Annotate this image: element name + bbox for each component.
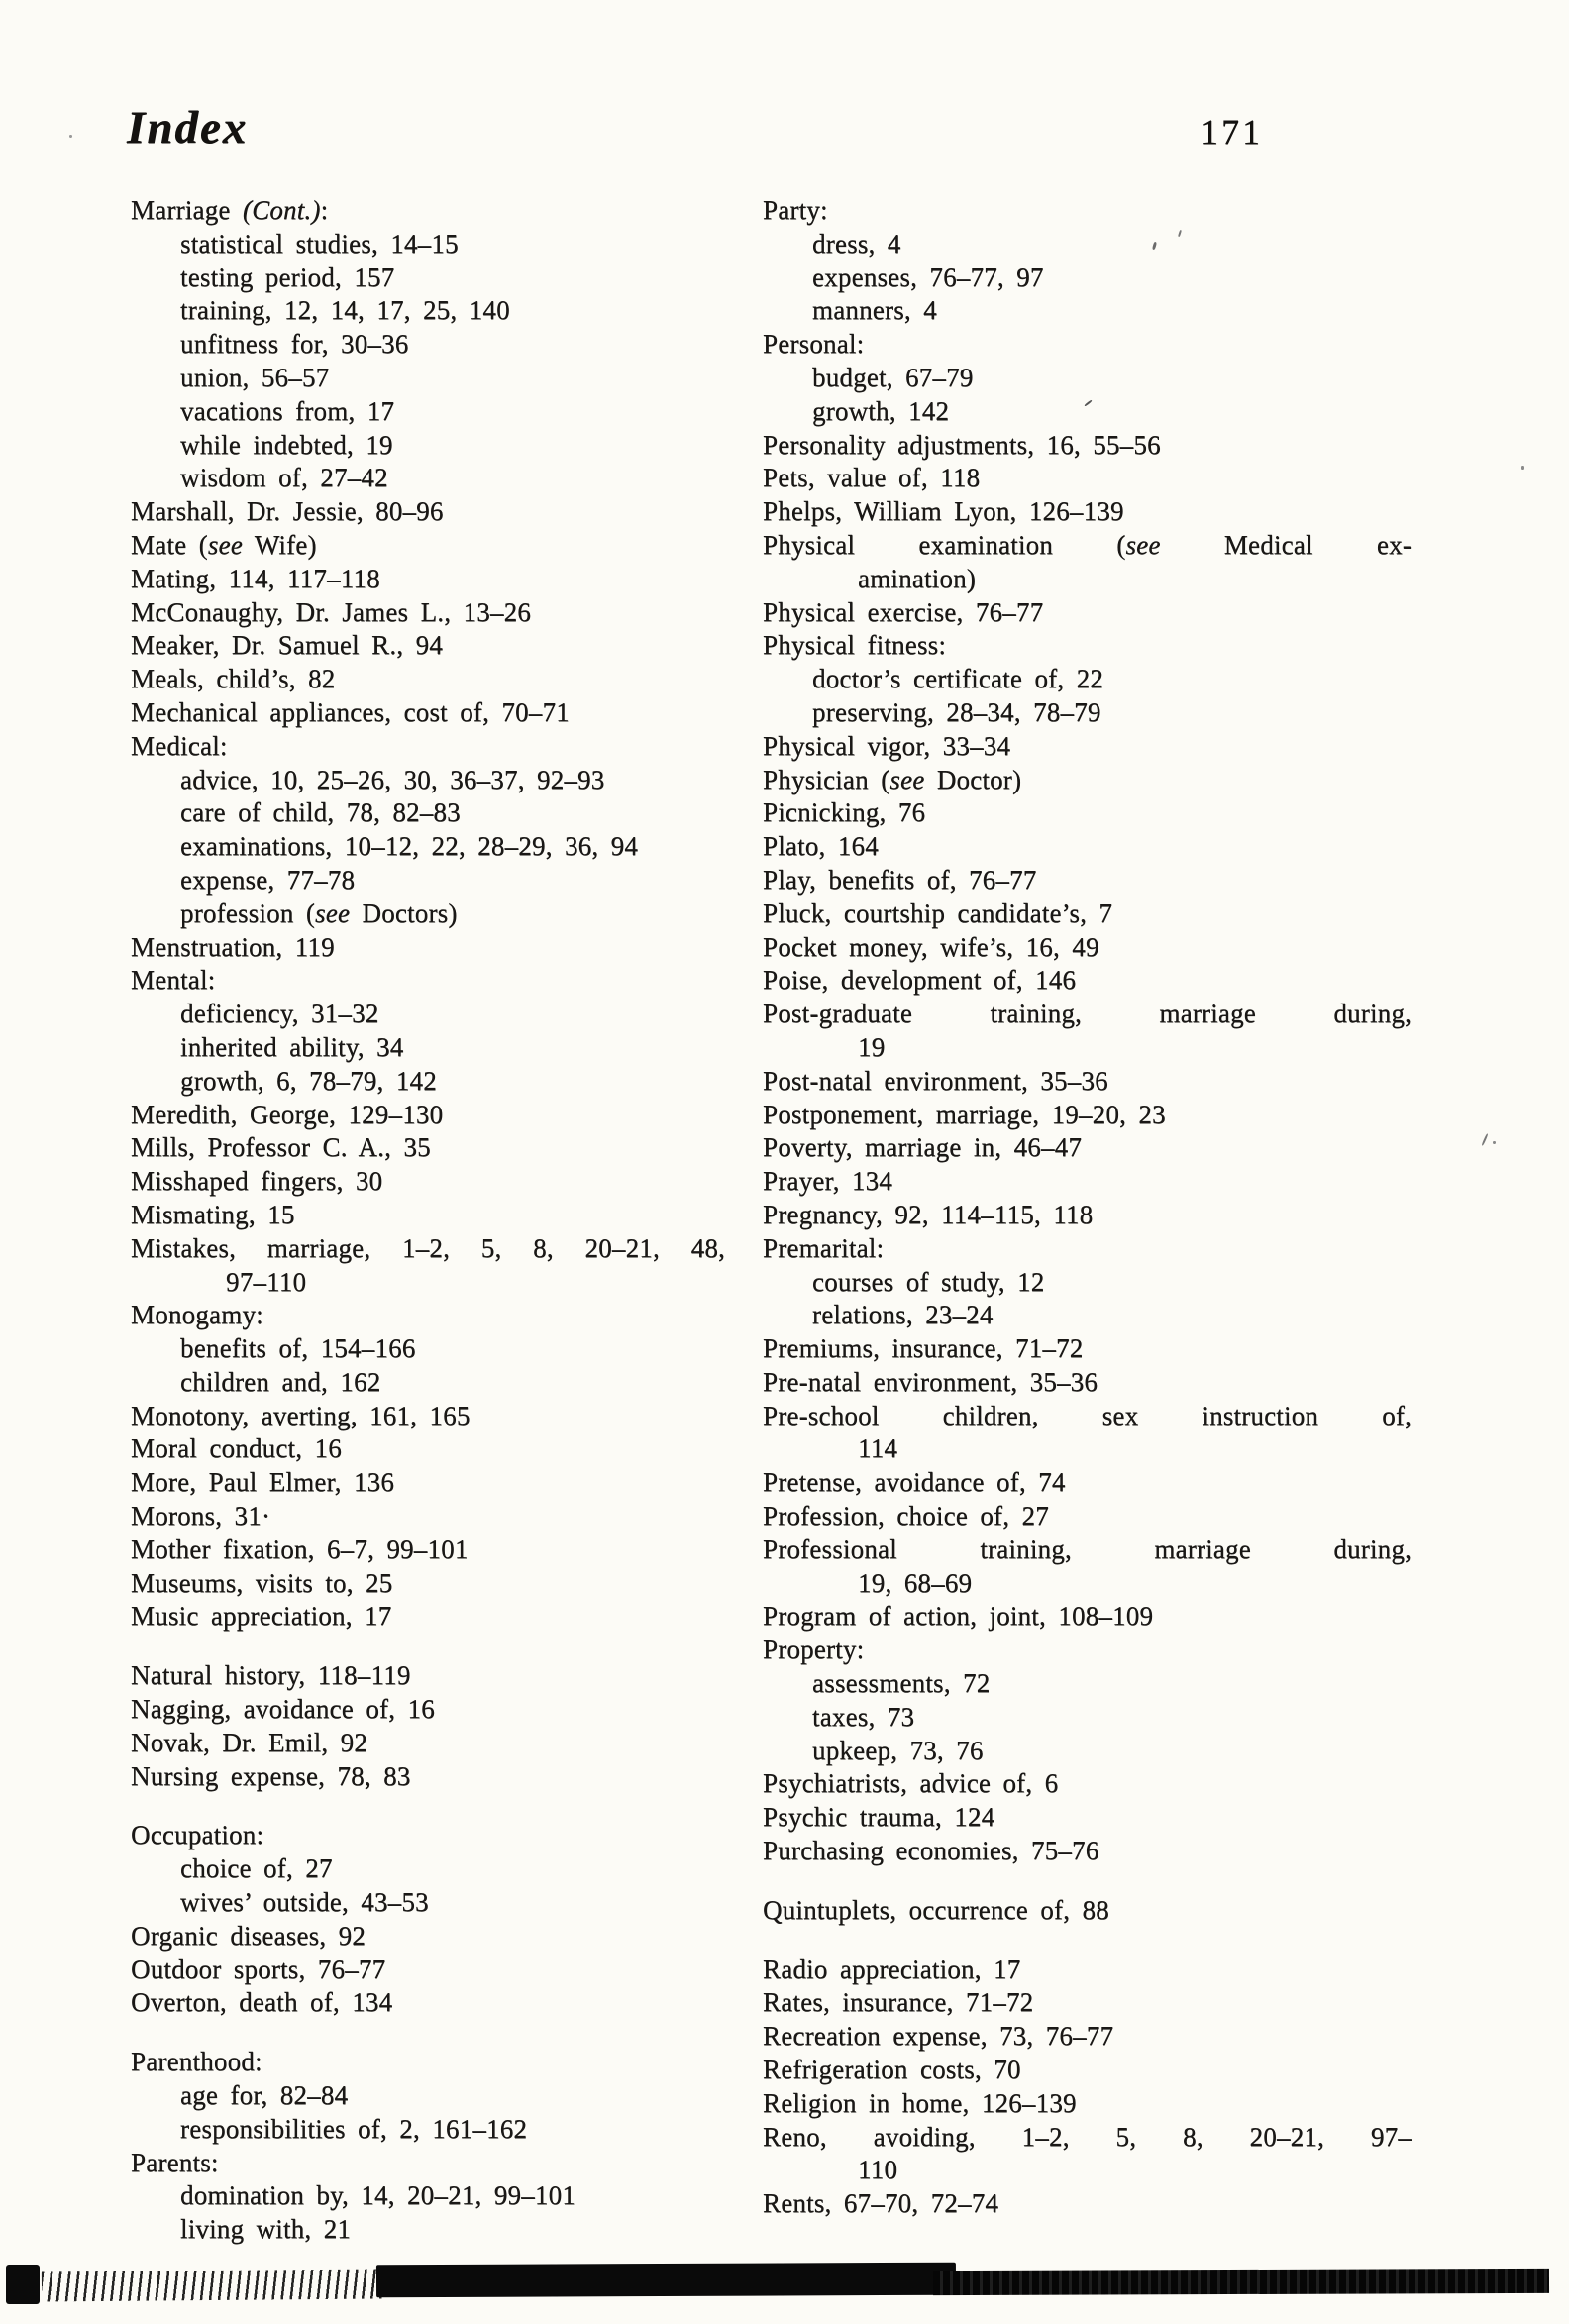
index-entry-text: Pocket money, wife’s, 16, 49: [763, 931, 1099, 962]
index-entry-line: [131, 998, 725, 1031]
index-entry-text: Prayer, 134: [763, 1166, 892, 1197]
index-entry-line: [131, 1332, 725, 1366]
index-entry-line: [131, 931, 725, 965]
index-entry-text: Mistakes, marriage, 1–2, 5, 8, 20–21, 48,: [131, 1232, 725, 1263]
index-entry-line: [763, 1667, 1412, 1701]
index-column-left: [131, 194, 725, 2247]
index-entry-line: [763, 898, 1412, 931]
index-entry-line: [763, 1735, 1412, 1768]
index-entry-line: [131, 1400, 725, 1433]
index-entry-text: dress, 4: [812, 228, 901, 259]
scan-binding-bar: [376, 2263, 956, 2298]
index-entry-line: [763, 830, 1412, 864]
index-entry-text: Physical exercise, 76–77: [763, 596, 1044, 627]
index-entry-text: testing period, 157: [180, 262, 395, 292]
index-entry-text: Radio appreciation, 17: [763, 1954, 1021, 1984]
index-entry-line: [131, 262, 725, 295]
page-title: Index: [127, 102, 249, 154]
index-entry-text: Parents:: [131, 2147, 219, 2177]
index-entry-line: [763, 2187, 1412, 2221]
index-entry-text: 19, 68–69: [858, 1567, 973, 1598]
index-entry-text: wives’ outside, 43–53: [180, 1887, 429, 1918]
index-entry-line: [131, 362, 725, 395]
index-entry-line: [131, 1986, 725, 2020]
index-entry-line: [763, 429, 1412, 463]
index-entry-line: [131, 2113, 725, 2147]
index-entry-text: Monotony, averting, 161, 165: [131, 1400, 471, 1430]
index-entry-text: Nagging, avoidance of, 16: [131, 1694, 435, 1725]
index-entry-line: [763, 1432, 1412, 1466]
index-entry-text: Mechanical appliances, cost of, 70–71: [131, 696, 570, 727]
index-entry-line: [131, 1819, 725, 1852]
index-entry-line: [763, 1466, 1412, 1500]
index-entry-line: [131, 1299, 725, 1332]
index-entry-text: while indebted, 19: [180, 429, 393, 460]
index-entry-text: vacations from, 17: [180, 395, 395, 426]
index-entry-text: Overton, death of, 134: [131, 1987, 393, 2018]
index-column-right: [763, 194, 1412, 2221]
index-entry-line: [131, 1920, 725, 1954]
index-entry-line: [131, 1727, 725, 1760]
index-entry-text: unfitness for, 30–36: [180, 329, 409, 360]
index-entry-text-italic: see: [315, 898, 351, 928]
index-entry-line: [131, 1065, 725, 1099]
index-entry-line: [131, 1165, 725, 1199]
index-entry-text: profession (: [180, 898, 316, 928]
scan-speck: [1481, 1133, 1488, 1146]
index-entry-line: [131, 2046, 725, 2079]
index-entry-text: Pretense, avoidance of, 74: [763, 1467, 1066, 1498]
index-entry-text: care of child, 78, 82–83: [180, 797, 461, 828]
index-entry-line: [763, 1533, 1412, 1567]
scan-binding-blob: [6, 2265, 40, 2304]
index-entry-line: [763, 1567, 1412, 1601]
index-entry-line: [763, 1366, 1412, 1400]
index-entry-text: doctor’s certificate of, 22: [812, 664, 1103, 694]
index-entry-line: [131, 1533, 725, 1567]
index-entry-line: [131, 2079, 725, 2113]
index-entry-line: [131, 1954, 725, 1987]
index-entry-text: Mating, 114, 117–118: [131, 563, 380, 593]
index-entry-text: benefits of, 154–166: [180, 1333, 416, 1364]
index-entry-text: growth, 6, 78–79, 142: [180, 1065, 437, 1096]
index-entry-line: [131, 1693, 725, 1727]
index-entry-line: [763, 1266, 1412, 1300]
index-entry-text: Marshall, Dr. Jessie, 80–96: [131, 496, 444, 527]
index-entry-line: [763, 1199, 1412, 1232]
index-entry-text: Reno, avoiding, 1–2, 5, 8, 20–21, 97–: [763, 2121, 1412, 2152]
index-entry-line: [131, 2213, 725, 2247]
index-entry-text: examinations, 10–12, 22, 28–29, 36, 94: [180, 831, 639, 862]
index-entry-text: amination): [858, 563, 976, 593]
index-entry-line: [131, 563, 725, 596]
index-entry-line: [763, 1165, 1412, 1199]
index-entry-line: [763, 796, 1412, 830]
index-entry-text: Poverty, marriage in, 46–47: [763, 1132, 1083, 1163]
index-entry-line: [763, 1954, 1412, 1987]
index-entry-text: Medical ex-: [1160, 529, 1412, 560]
index-entry-line: [763, 1232, 1412, 1266]
index-entry-line: [131, 1886, 725, 1920]
index-entry-text: Professional training, marriage during,: [763, 1533, 1412, 1564]
index-entry-text: Mental:: [131, 965, 216, 996]
index-entry-text: Purchasing economies, 75–76: [763, 1836, 1099, 1866]
index-entry-line: [763, 2020, 1412, 2054]
index-entry-text: Novak, Dr. Emil, 92: [131, 1727, 367, 1757]
index-entry-text: assessments, 72: [812, 1668, 991, 1699]
index-entry-text-italic: see: [1125, 529, 1161, 560]
index-entry-text: Physical examination (: [763, 529, 1126, 560]
index-entry-line: [131, 1199, 725, 1232]
scan-speck: [1521, 466, 1524, 470]
index-entry-line: [131, 1567, 725, 1601]
index-entry-text: Recreation expense, 73, 76–77: [763, 2021, 1114, 2052]
index-entry-text: Poise, development of, 146: [763, 965, 1077, 996]
index-entry-text: Meaker, Dr. Samuel R., 94: [131, 630, 443, 661]
index-entry-line: [131, 1266, 725, 1300]
index-entry-line: [763, 1835, 1412, 1868]
index-entry-text: preserving, 28–34, 78–79: [812, 696, 1101, 727]
index-entry-line: [131, 1131, 725, 1165]
index-entry-line: [131, 1659, 725, 1693]
index-entry-line: [131, 596, 725, 630]
index-entry-line: [763, 328, 1412, 362]
index-entry-line: [763, 529, 1412, 563]
index-entry-text: Phelps, William Lyon, 126–139: [763, 496, 1124, 527]
index-entry-line: [763, 228, 1412, 262]
index-entry-line: [131, 864, 725, 898]
index-entry-text: relations, 23–24: [812, 1300, 994, 1330]
index-entry-line: [131, 429, 725, 463]
index-entry-line: [131, 328, 725, 362]
index-entry-line: [763, 1099, 1412, 1132]
index-entry-text: Rents, 67–70, 72–74: [763, 2188, 999, 2219]
index-entry-text: union, 56–57: [180, 362, 330, 392]
index-entry-text: Rates, insurance, 71–72: [763, 1987, 1034, 2018]
index-entry-text: taxes, 73: [812, 1701, 915, 1732]
index-entry-text: upkeep, 73, 76: [812, 1735, 984, 1765]
index-entry-text: Pre-school children, sex instruction of,: [763, 1400, 1412, 1430]
index-entry-text: Plato, 164: [763, 831, 879, 862]
index-entry-text: Natural history, 118–119: [131, 1660, 411, 1691]
index-entry-line: [131, 395, 725, 429]
index-entry-text: Mills, Professor C. A., 35: [131, 1132, 431, 1163]
index-entry-text: Outdoor sports, 76–77: [131, 1954, 386, 1984]
index-entry-text: Marriage: [131, 195, 243, 225]
index-entry-text: 110: [858, 2155, 898, 2185]
index-entry-text: Music appreciation, 17: [131, 1601, 392, 1632]
index-entry-line: [763, 1600, 1412, 1634]
index-entry-text: Parenthood:: [131, 2047, 262, 2077]
index-entry-line: [763, 629, 1412, 663]
index-entry-line: [763, 1701, 1412, 1735]
index-entry-text: Occupation:: [131, 1820, 264, 1850]
index-entry-line: [131, 294, 725, 328]
index-entry-line: [763, 2154, 1412, 2187]
index-entry-line: [131, 1600, 725, 1634]
index-entry-text: Physical fitness:: [763, 630, 947, 661]
index-entry-line: [131, 1760, 725, 1794]
index-entry-text: manners, 4: [812, 295, 937, 326]
scan-binding-hatch: [42, 2269, 386, 2301]
index-entry-text: Meredith, George, 129–130: [131, 1099, 444, 1129]
page-number: 171: [1201, 112, 1263, 152]
index-entry-text: Mate (: [131, 529, 208, 560]
index-entry-text: Mismating, 15: [131, 1199, 295, 1229]
index-entry-text: growth, 142: [812, 395, 950, 426]
index-entry-line: [763, 730, 1412, 764]
scan-speck: [69, 135, 72, 138]
index-entry-line: [763, 964, 1412, 998]
index-entry-text: Religion in home, 126–139: [763, 2087, 1077, 2118]
index-entry-text: responsibilities of, 2, 161–162: [180, 2113, 528, 2144]
index-entry-text: Party:: [763, 195, 828, 225]
index-entry-line: [131, 2179, 725, 2213]
index-entry-text: courses of study, 12: [812, 1266, 1045, 1297]
index-entry-text: deficiency, 31–32: [180, 999, 379, 1029]
index-entry-text: advice, 10, 25–26, 30, 36–37, 92–93: [180, 764, 605, 794]
index-entry-text: Meals, child’s, 82: [131, 664, 336, 694]
index-entry-text: Personality adjustments, 16, 55–56: [763, 429, 1161, 460]
index-entry-text: children and, 162: [180, 1366, 381, 1397]
index-entry-line: [131, 194, 725, 228]
index-entry-line: [131, 529, 725, 563]
index-entry-text: 19: [858, 1031, 886, 1062]
index-entry-text: choice of, 27: [180, 1853, 333, 1884]
index-entry-line: [763, 1031, 1412, 1065]
index-entry-text: Refrigeration costs, 70: [763, 2055, 1021, 2085]
index-entry-line: [763, 998, 1412, 1031]
index-entry-line: [131, 495, 725, 529]
index-entry-text: Mother fixation, 6–7, 99–101: [131, 1533, 469, 1564]
index-entry-line: [131, 2147, 725, 2180]
index-entry-line: [763, 1131, 1412, 1165]
index-entry-text: 97–110: [226, 1266, 307, 1297]
index-entry-line: [763, 262, 1412, 295]
index-entry-line: [131, 1099, 725, 1132]
index-entry-text: Physician (: [763, 764, 890, 794]
index-entry-text: Monogamy:: [131, 1300, 263, 1330]
index-entry-line: [763, 395, 1412, 429]
index-entry-line: [131, 1232, 725, 1266]
index-entry-text: More, Paul Elmer, 136: [131, 1467, 395, 1498]
index-entry-line: [131, 1466, 725, 1500]
index-entry-text: Pluck, courtship candidate’s, 7: [763, 898, 1113, 928]
index-entry-line: [763, 1400, 1412, 1433]
index-entry-line: [763, 362, 1412, 395]
index-entry-text: Morons, 31·: [131, 1501, 271, 1532]
index-entry-text: Nursing expense, 78, 83: [131, 1760, 411, 1791]
index-entry-text: Pets, value of, 118: [763, 463, 981, 493]
index-entry-text: Wife): [242, 529, 317, 560]
index-entry-text: statistical studies, 14–15: [180, 228, 459, 259]
index-entry-text-italic: see: [889, 764, 925, 794]
index-entry-line: [763, 194, 1412, 228]
index-entry-line: [131, 796, 725, 830]
index-entry-text: 114: [858, 1433, 898, 1464]
index-entry-text: Pregnancy, 92, 114–115, 118: [763, 1199, 1094, 1229]
index-entry-line: [763, 931, 1412, 965]
index-entry-line: [131, 730, 725, 764]
index-entry-text: Post-natal environment, 35–36: [763, 1065, 1108, 1096]
scan-binding-bar-texture: [933, 2269, 1549, 2295]
index-entry-line: [131, 1432, 725, 1466]
index-entry-text: Pre-natal environment, 35–36: [763, 1366, 1098, 1397]
index-entry-text: Program of action, joint, 108–109: [763, 1601, 1154, 1632]
index-entry-text: Doctors): [350, 898, 458, 928]
index-entry-line: [131, 964, 725, 998]
index-entry-text: budget, 67–79: [812, 362, 974, 392]
index-entry-text: Psychic trauma, 124: [763, 1802, 995, 1833]
index-entry-text: domination by, 14, 20–21, 99–101: [180, 2180, 575, 2211]
index-entry-text: inherited ability, 34: [180, 1031, 404, 1062]
index-entry-line: [763, 1894, 1412, 1928]
index-entry-line: [131, 764, 725, 797]
index-entry-line: [763, 1299, 1412, 1332]
index-entry-line: [763, 696, 1412, 730]
index-entry-text: Moral conduct, 16: [131, 1433, 342, 1464]
index-entry-line: [131, 663, 725, 696]
index-entry-text: Picnicking, 76: [763, 797, 926, 828]
index-entry-text: Postponement, marriage, 19–20, 23: [763, 1099, 1166, 1129]
index-entry-line: [763, 1801, 1412, 1835]
index-entry-line: [131, 898, 725, 931]
index-entry-line: [763, 462, 1412, 495]
index-entry-line: [131, 830, 725, 864]
index-entry-text: Museums, visits to, 25: [131, 1567, 393, 1598]
index-entry-text: Quintuplets, occurrence of, 88: [763, 1894, 1109, 1925]
index-entry-text: wisdom of, 27–42: [180, 463, 388, 493]
index-entry-line: [763, 1986, 1412, 2020]
index-entry-line: [131, 629, 725, 663]
index-entry-text: Property:: [763, 1635, 865, 1665]
index-entry-line: [763, 2054, 1412, 2087]
index-entry-text: age for, 82–84: [180, 2080, 349, 2111]
index-entry-text: training, 12, 14, 17, 25, 140: [180, 295, 510, 326]
index-entry-line: [763, 1767, 1412, 1801]
scan-speck: [1493, 1141, 1496, 1144]
index-entry-line: [763, 1332, 1412, 1366]
index-entry-line: [131, 462, 725, 495]
index-entry-text: living with, 21: [180, 2214, 352, 2245]
index-entry-line: [763, 663, 1412, 696]
index-entry-text: expenses, 76–77, 97: [812, 262, 1044, 292]
index-entry-text: Personal:: [763, 329, 865, 360]
index-entry-text: Organic diseases, 92: [131, 1920, 366, 1951]
index-entry-text-italic: see: [207, 529, 243, 560]
index-entry-text: Physical vigor, 33–34: [763, 730, 1011, 761]
index-entry-line: [131, 1366, 725, 1400]
index-entry-text: :: [320, 195, 329, 225]
index-entry-line: [131, 1031, 725, 1065]
index-entry-line: [763, 2121, 1412, 2155]
index-entry-line: [763, 294, 1412, 328]
index-entry-line: [763, 596, 1412, 630]
index-entry-line: [763, 1065, 1412, 1099]
index-entry-line: [763, 495, 1412, 529]
index-entry-line: [763, 1634, 1412, 1667]
index-entry-text: expense, 77–78: [180, 864, 356, 895]
index-entry-text: Doctor): [924, 764, 1022, 794]
index-entry-text: Post-graduate training, marriage during,: [763, 999, 1412, 1029]
index-entry-text: Play, benefits of, 76–77: [763, 864, 1037, 895]
index-entry-line: [763, 563, 1412, 596]
index-entry-line: [763, 764, 1412, 797]
index-entry-text: Medical:: [131, 730, 228, 761]
index-entry-text: Misshaped fingers, 30: [131, 1166, 383, 1197]
index-entry-text-italic: (Cont.): [242, 195, 321, 225]
index-entry-text: Premiums, insurance, 71–72: [763, 1333, 1084, 1364]
index-entry-line: [131, 1500, 725, 1533]
index-entry-line: [763, 864, 1412, 898]
index-entry-line: [131, 696, 725, 730]
index-entry-text: Psychiatrists, advice of, 6: [763, 1768, 1059, 1799]
index-entry-text: Premarital:: [763, 1232, 885, 1263]
index-entry-line: [131, 228, 725, 262]
index-entry-line: [131, 1852, 725, 1886]
index-entry-line: [763, 1500, 1412, 1533]
index-entry-text: Profession, choice of, 27: [763, 1501, 1049, 1532]
index-entry-line: [763, 2087, 1412, 2121]
index-entry-text: Menstruation, 119: [131, 931, 335, 962]
index-entry-text: McConaughy, Dr. James L., 13–26: [131, 596, 532, 627]
